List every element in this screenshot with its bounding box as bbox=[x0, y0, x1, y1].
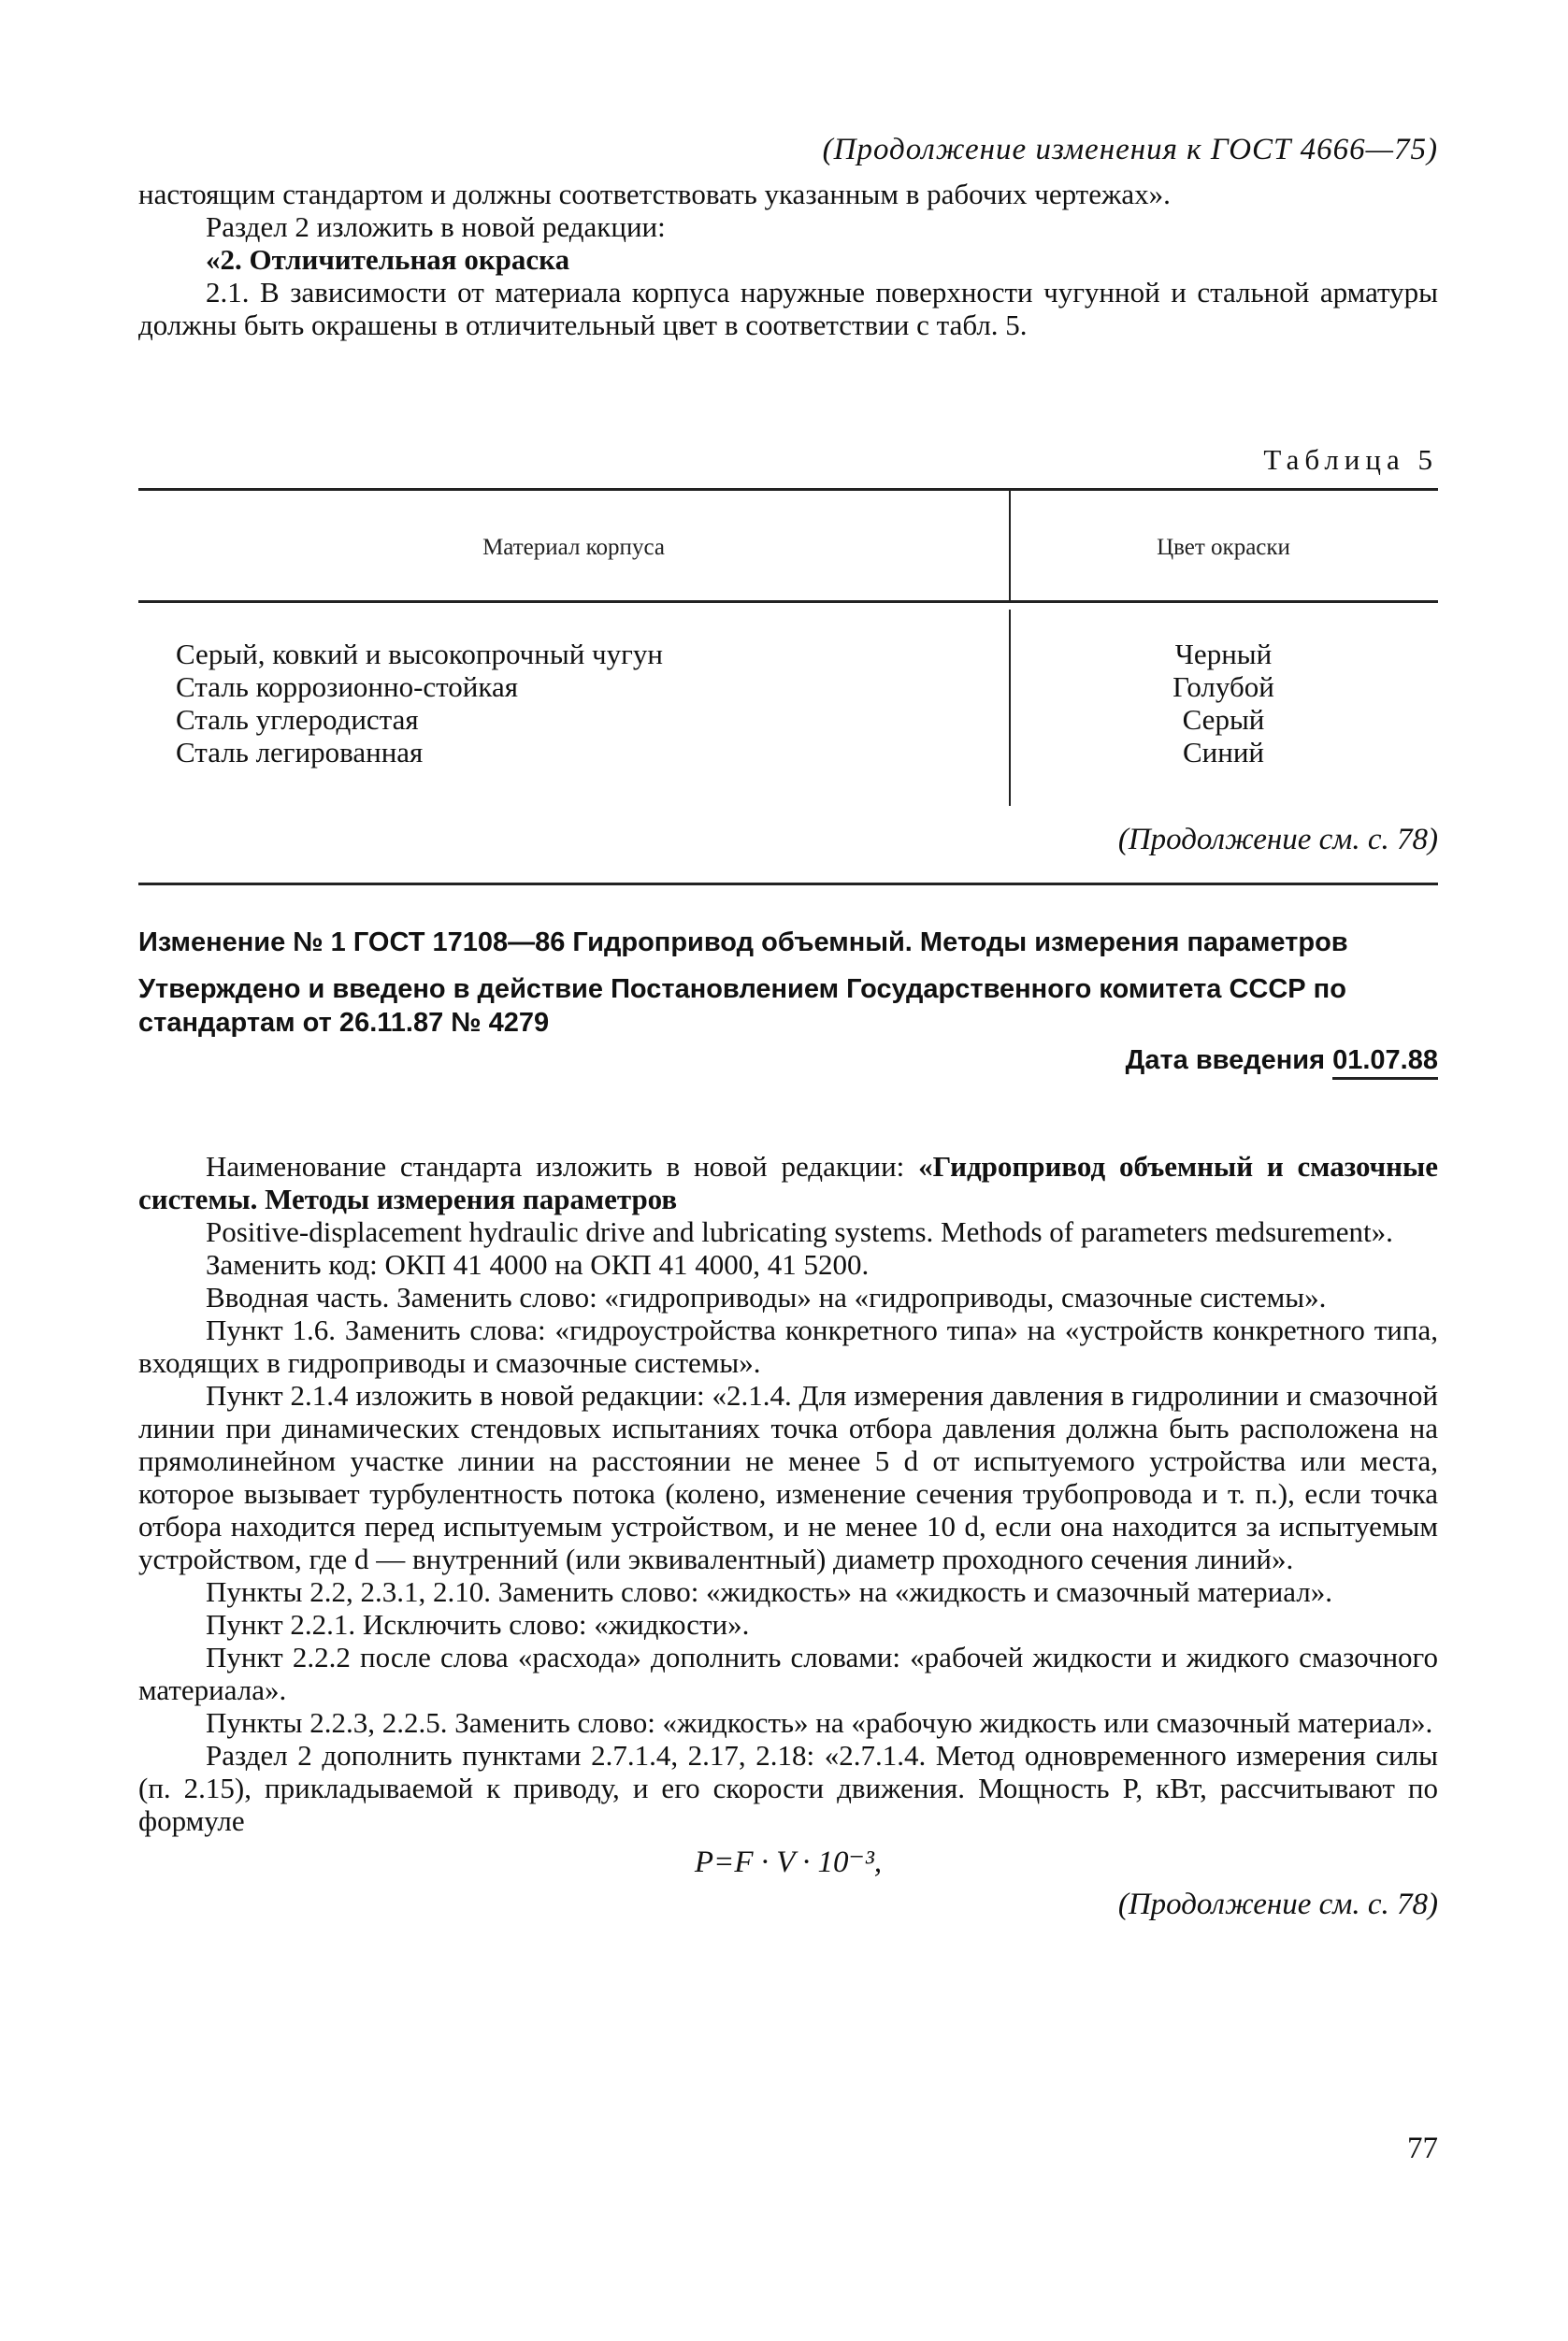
page-number: 77 bbox=[1407, 2132, 1438, 2165]
paragraph: Пункты 2.2, 2.3.1, 2.10. Заменить слово: «жидкость» на «жидкость и смазочный материал». bbox=[206, 1575, 1333, 1608]
amendment-title: Изменение № 1 ГОСТ 17108—86 Гидропривод объемный. Методы измерения параметров bbox=[138, 927, 1348, 957]
paragraph: Positive-displacement hydraulic drive and lubricating systems. Methods of parameters medsurement». bbox=[206, 1215, 1393, 1248]
section-heading: «2. Отличительная окраска bbox=[206, 243, 570, 276]
formula: P=F · V · 10⁻³, bbox=[694, 1846, 883, 1879]
text-run: Наименование стандарта изложить в новой редакции: bbox=[206, 1150, 919, 1183]
paragraph: Пункт 1.6. Заменить слова: «гидроустройства конкретного типа» на «устройств конкретного типа, входящих в гидроприводы и смазочные системы». bbox=[138, 1314, 1438, 1379]
paragraph: Заменить код: ОКП 41 4000 на ОКП 41 4000, 41 5200. bbox=[206, 1248, 870, 1281]
table-5 bbox=[138, 488, 1438, 806]
paragraph: настоящим стандартом и должны соответствовать указанным в рабочих чертежах». bbox=[138, 178, 1171, 210]
text-run: «Гидропривод объемный и смазочные системы. Методы измерения параметров bbox=[138, 1150, 1438, 1215]
table-cell: Серый bbox=[1182, 703, 1265, 736]
paragraph: 2.1. В зависимости от материала корпуса наружные поверхности чугунной и стальной арматуры должны быть окрашены в отличительный цвет в соответствии с табл. 5. bbox=[138, 276, 1438, 341]
table-cell: Черный bbox=[1174, 638, 1273, 670]
table-header-rule bbox=[138, 600, 1438, 603]
table-header-color: Цвет окраски bbox=[1157, 535, 1290, 560]
table-caption: Таблица 5 bbox=[1263, 443, 1438, 476]
table-cell: Голубой bbox=[1172, 670, 1274, 703]
paragraph: Пункты 2.2.3, 2.2.5. Заменить слово: «жидкость» на «рабочую жидкость или смазочный материал». bbox=[206, 1706, 1433, 1739]
continuation-note: (Продолжение см. с. 78) bbox=[1117, 823, 1438, 856]
amendment-header bbox=[138, 926, 1438, 1076]
amendment-date bbox=[138, 1045, 1438, 1076]
table-cell: Серый, ковкий и высокопрочный чугун bbox=[176, 638, 663, 670]
section-separator bbox=[138, 883, 1438, 885]
paragraph bbox=[138, 1150, 1438, 1215]
table-row bbox=[176, 638, 663, 768]
date-label: Дата введения bbox=[1125, 1045, 1326, 1075]
table-cell: Сталь углеродистая bbox=[176, 703, 419, 736]
paragraph: Вводная часть. Заменить слово: «гидроприводы» на «гидроприводы, смазочные системы». bbox=[206, 1281, 1327, 1314]
paragraph: Пункт 2.2.2 после слова «расхода» дополнить словами: «рабочей жидкости и жидкого смазочного материала». bbox=[138, 1641, 1438, 1706]
paragraph: Раздел 2 изложить в новой редакции: bbox=[206, 210, 666, 243]
top-section bbox=[138, 178, 1438, 341]
running-header: (Продолжение изменения к ГОСТ 4666—75) bbox=[822, 133, 1438, 166]
continuation-note: (Продолжение см. с. 78) bbox=[1117, 1888, 1438, 1921]
table-cell: Сталь легированная bbox=[176, 736, 424, 768]
table-row bbox=[1009, 638, 1438, 768]
table-cell: Синий bbox=[1182, 736, 1265, 768]
amendment-body bbox=[138, 1150, 1438, 1922]
paragraph: Пункт 2.2.1. Исключить слово: «жидкости». bbox=[206, 1608, 750, 1641]
table-header-material: Материал корпуса bbox=[482, 535, 665, 560]
amendment-approved: Утверждено и введено в действие Постановлением Государственного комитета СССР по стандартам от 26.11.87 № 4279 bbox=[138, 974, 1346, 1038]
table-top-rule bbox=[138, 488, 1438, 491]
date-value: 01.07.88 bbox=[1332, 1045, 1438, 1080]
table-cell: Сталь коррозионно-стойкая bbox=[176, 670, 519, 703]
paragraph: Раздел 2 дополнить пунктами 2.7.1.4, 2.17, 2.18: «2.7.1.4. Метод одновременного измерения силы (п. 2.15), прикладываемой к приводу, и его скорости движения. Мощность P, кВт, рассчитывают по формуле bbox=[138, 1739, 1438, 1837]
paragraph: Пункт 2.1.4 изложить в новой редакции: «2.1.4. Для измерения давления в гидролинии и смазочной линии при динамических стендовых испытаниях точка отбора давления должна быть расположена на прямолинейном участке линии на расстоянии не менее 5 d от испытуемого устройства или места, которое вызывает турбулентность потока (колено, изменение сечения трубопровода и т. п.), если точка отбора находится перед испытуемым устройством, и не менее 10 d, если она находится за испытуемым устройством, где d — внутренний (или эквивалентный) диаметр проходного сечения линий». bbox=[138, 1379, 1438, 1575]
